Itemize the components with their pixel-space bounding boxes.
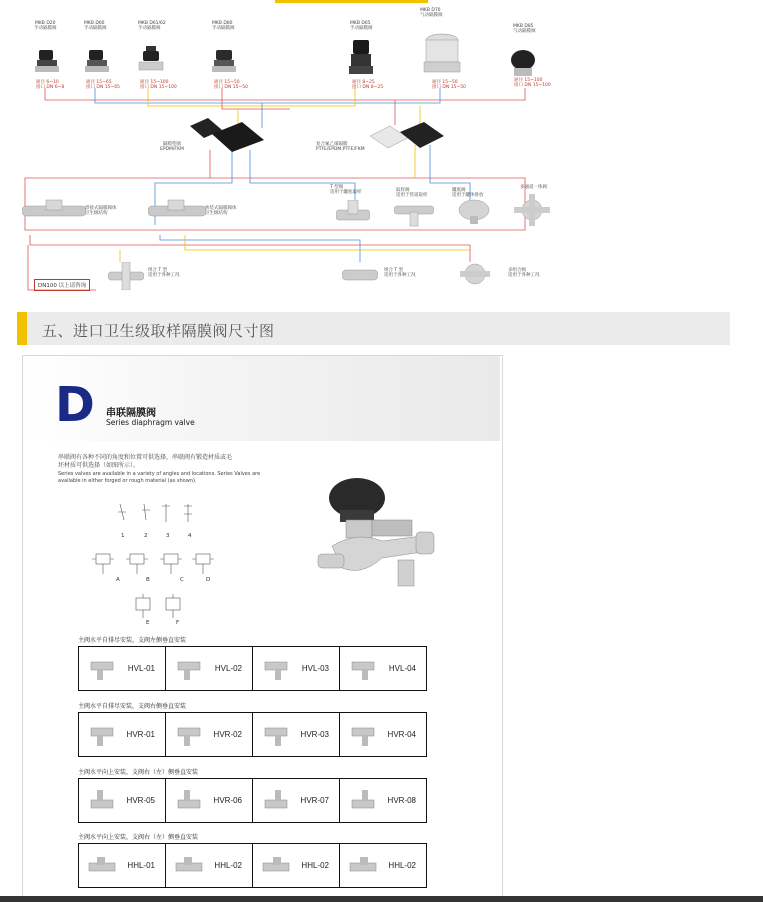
product-spec: 通径 15~65 接口 DN 15~65	[86, 80, 120, 90]
valve-thumb-icon	[87, 853, 117, 879]
product-label: MKB D60 手动隔膜阀	[84, 21, 107, 31]
section-title: 五、进口卫生级取样隔膜阀尺寸图	[42, 322, 275, 340]
valve-cell	[79, 647, 166, 691]
valve-cell	[253, 779, 340, 823]
bottom-label: 组合 T 型 适用于各种工况	[384, 268, 416, 278]
product-label: MKB D80 手动隔膜阀	[212, 21, 235, 31]
valve-cell	[340, 713, 427, 757]
pneumatic-valve-icon	[508, 48, 538, 78]
valve-code: HHL-02	[301, 861, 329, 870]
product-spec: 通径 15~100 接口 DN 15~100	[140, 80, 177, 90]
product-spec: 通径 15~100 接口 DN 15~100	[514, 78, 551, 88]
valve-thumb-icon	[261, 722, 291, 748]
valve-thumb-icon	[174, 656, 204, 682]
valve-code: HVR-05	[126, 796, 155, 805]
valve-thumb-icon	[87, 722, 117, 748]
valve-code: HVR-04	[387, 730, 416, 739]
valve-code: HVL-04	[388, 664, 416, 673]
catalog-title-en: Series diaphragm valve	[106, 418, 195, 427]
product-spec: 通径 6~10 接口 DN 6~8	[36, 80, 65, 90]
valve-cell	[340, 844, 427, 888]
body-label: 焊接式隔膜阀体 卫生级结构	[85, 206, 117, 216]
group-caption: 主阀水平向上安装，支阀右（左）侧垂直安装	[78, 769, 199, 776]
multi-combo-icon	[460, 260, 490, 288]
valve-cell	[79, 713, 166, 757]
valve-thumb-icon	[174, 722, 204, 748]
angle-label: 1	[121, 533, 125, 539]
valve-thumb-icon	[348, 853, 378, 879]
position-label: D	[206, 577, 211, 583]
body-label: 取样阀 适用于管道取样	[396, 188, 428, 198]
valve-cell	[79, 779, 166, 823]
position-label: B	[146, 577, 150, 583]
membrane-left-label: 隔膜垫圈 EPDM/FKM	[160, 142, 184, 152]
valve-thumb-icon	[174, 853, 204, 879]
position-label: C	[180, 577, 184, 583]
top-products-row	[0, 0, 763, 100]
bottom-bar	[0, 896, 763, 902]
valve-code: HHL-01	[127, 861, 155, 870]
manual-valve-icon	[83, 48, 111, 76]
weld-body-icon	[22, 196, 86, 226]
manual-valve-icon	[136, 46, 166, 76]
angle-label: 2	[144, 533, 148, 539]
catalog-description: 串联阀有各种不同的角度和位置可供选择，串联阀有锻造材质或毛 坯材质可供选择（如图所示）。 Series valves are available in a variety of angles and locations. Series Valves are available in either forged or rough material (as shown).	[58, 454, 261, 484]
valve-table-hhl	[78, 843, 427, 888]
valve-thumb-icon	[174, 788, 204, 814]
valve-code: HVR-07	[300, 796, 329, 805]
valve-thumb-icon	[87, 788, 117, 814]
valve-cell	[166, 844, 253, 888]
product-label: MKB D61/62 手动隔膜阀	[138, 21, 166, 31]
valve-code: HVL-01	[127, 664, 155, 673]
dn-note: DN100 以上请咨询	[34, 279, 90, 291]
valve-code: HVR-06	[213, 796, 242, 805]
combo-t-icon	[342, 262, 378, 286]
t-valve-icon	[336, 200, 370, 230]
valve-thumb-icon	[348, 722, 378, 748]
manual-valve-icon	[210, 48, 238, 76]
valve-code: HHL-02	[388, 861, 416, 870]
valve-thumb-icon	[348, 788, 378, 814]
position-drawings	[90, 550, 220, 580]
valve-cell	[253, 844, 340, 888]
group-caption: 主阀水平向上安装，支阀右（左）侧垂直安装	[78, 834, 199, 841]
product-label: MKB D70 气动隔膜阀	[420, 8, 443, 18]
valve-thumb-icon	[261, 788, 291, 814]
position-label: E	[146, 620, 150, 626]
body-label: 罐底阀 适用于罐体排放	[452, 188, 484, 198]
pneumatic-valve-icon	[422, 32, 462, 78]
valve-thumb-icon	[348, 656, 378, 682]
valve-cell	[253, 647, 340, 691]
product-spec: 通径 8~25 接口 DN 8~25	[352, 80, 384, 90]
diaphragm-gasket-icon	[188, 116, 268, 154]
bottom-label: 组合 T 型 适用于各种工况	[148, 268, 180, 278]
valve-code: HVR-02	[213, 730, 242, 739]
ptfe-diaphragm-icon	[368, 120, 448, 154]
sampling-valve-icon	[394, 198, 434, 228]
product-label: MKB D65 手动隔膜阀	[350, 21, 373, 31]
valve-cell	[253, 713, 340, 757]
valve-code: HVL-02	[214, 664, 242, 673]
product-spec: 通径 15~50 接口 DN 15~50	[214, 80, 248, 90]
valve-cell	[166, 779, 253, 823]
position-drawings-2	[130, 592, 190, 622]
clamp-body-icon	[148, 196, 206, 226]
valve-cell	[340, 647, 427, 691]
valve-cell	[166, 713, 253, 757]
valve-thumb-icon	[261, 656, 291, 682]
angle-label: 4	[188, 533, 192, 539]
valve-cell	[166, 647, 253, 691]
product-spec: 通径 15~50 接口 DN 15~50	[432, 80, 466, 90]
product-label: MKB D20 手动隔膜阀	[34, 21, 57, 31]
valve-cell	[340, 779, 427, 823]
product-label: MKB D85 气动隔膜阀	[513, 24, 536, 34]
position-label: F	[176, 620, 180, 626]
valve-table-hvr	[78, 712, 427, 757]
body-label: 快装式隔膜阀体 卫生级结构	[205, 206, 237, 216]
valve-code: HVR-03	[300, 730, 329, 739]
manual-valve-icon	[33, 48, 61, 76]
series-valve-photo	[312, 476, 440, 596]
valve-code: HVL-03	[301, 664, 329, 673]
valve-code: HHL-02	[214, 861, 242, 870]
valve-code: HVR-08	[387, 796, 416, 805]
valve-table-hvl	[78, 646, 427, 691]
membrane-right-label: 复合氟乙烯隔膜 PTFE/EPDM,PTFE/FKM	[316, 142, 365, 152]
group-caption: 主阀水平自排尽安装，支阀左侧垂直安装	[78, 637, 187, 644]
section-accent-bar	[17, 312, 27, 345]
catalog-title-cn: 串联隔膜阀	[106, 408, 156, 419]
angle-label: 3	[166, 533, 170, 539]
catalog-letter: D	[55, 377, 95, 433]
body-label: 多通道一体阀	[520, 185, 547, 190]
multiport-valve-icon	[514, 194, 550, 226]
combo-t-icon	[108, 262, 144, 290]
bottom-label: 多组合阀 适用于各种工况	[508, 268, 540, 278]
valve-thumb-icon	[261, 853, 291, 879]
group-caption: 主阀水平自排尽安装，支阀右侧垂直安装	[78, 703, 187, 710]
valve-code: HVR-01	[126, 730, 155, 739]
valve-table-hvr-up	[78, 778, 427, 823]
valve-thumb-icon	[87, 656, 117, 682]
body-label: T 型阀 适用于罐底取样	[330, 185, 362, 195]
valve-cell	[79, 844, 166, 888]
manual-valve-icon	[345, 40, 377, 78]
position-label: A	[116, 577, 120, 583]
tank-valve-icon	[458, 196, 490, 226]
